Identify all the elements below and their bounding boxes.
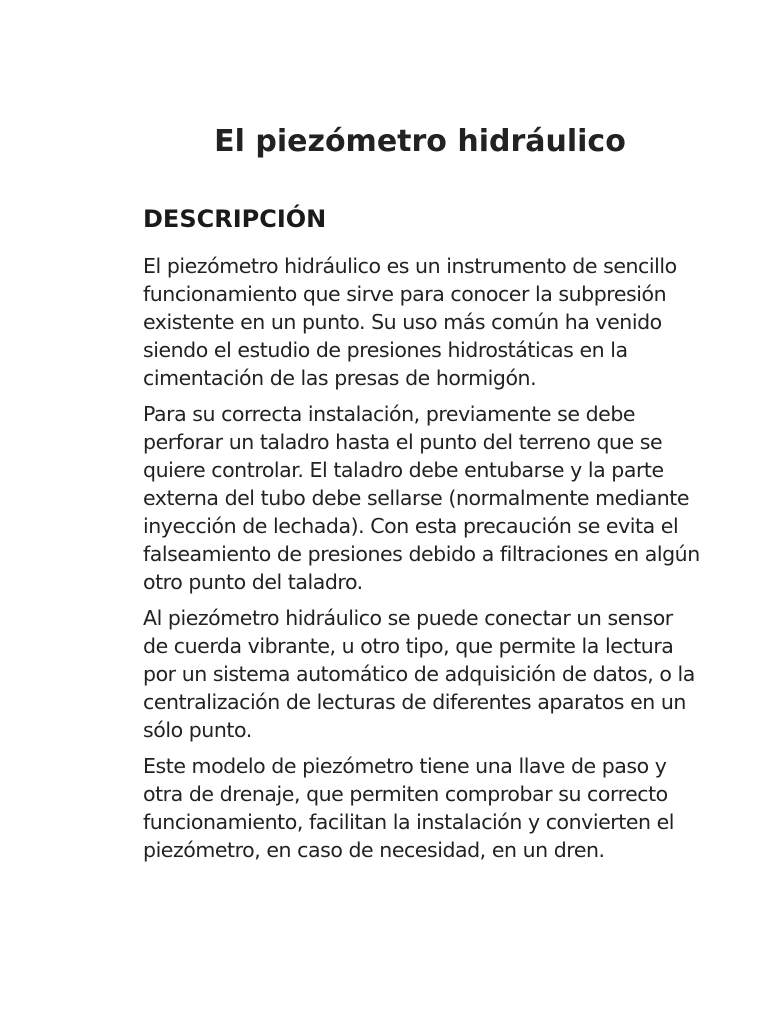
document-body	[143, 252, 703, 872]
paragraph-4: Este modelo de piezómetro tiene una llave de paso y otra de drenaje, que permiten comprobar su correcto funcionamiento, facilitan la instalación y convierten el piezómetro, en caso de necesidad, en un dren.	[143, 754, 675, 862]
paragraph-2: Para su correcta instalación, previamente se debe perforar un taladro hasta el punto del terreno que se quiere controlar. El taladro debe entubarse y la parte externa del tubo debe sellarse (normalmente mediante inyección de lechada). Con esta precaución se evita el falseamiento de presiones debido a filtraciones en algún otro punto del taladro.	[143, 402, 700, 594]
paragraph-3: Al piezómetro hidráulico se puede conectar un sensor de cuerda vibrante, u otro tipo, que permite la lectura por un sistema automático de adquisición de datos, o la centralización de lecturas de diferentes aparatos en un sólo punto.	[143, 606, 695, 742]
paragraph-1: El piezómetro hidráulico es un instrumento de sencillo funcionamiento que sirve para conocer la subpresión existente en un punto. Su uso más común ha venido siendo el estudio de presiones hidrostáticas en la cimentación de las presas de hormigón.	[143, 254, 677, 390]
document-title: El piezómetro hidráulico	[214, 124, 626, 159]
section-heading: DESCRIPCIÓN	[143, 205, 327, 233]
